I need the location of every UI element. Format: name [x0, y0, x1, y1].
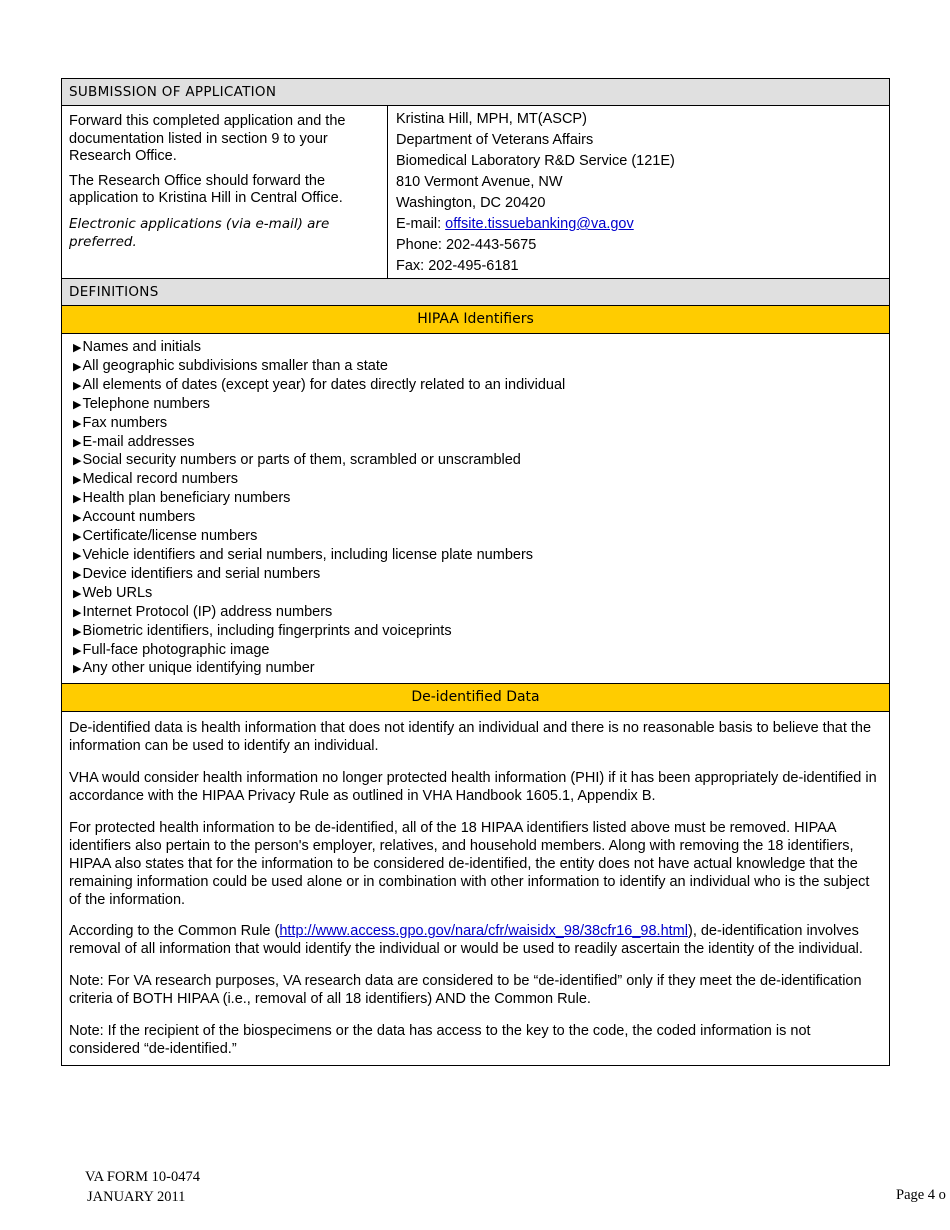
bullet-arrow-icon: ▶: [73, 549, 82, 562]
hipaa-identifier-item: [73, 377, 882, 396]
bullet-arrow-icon: ▶: [73, 568, 82, 581]
instruction-forward: Forward this completed application and the documentation listed in section 9 to your Research Office.: [69, 113, 346, 164]
email-link[interactable]: offsite.tissuebanking@va.gov: [445, 216, 634, 232]
hipaa-identifier-item: [73, 509, 882, 528]
hipaa-identifier-label: Device identifiers and serial numbers: [82, 565, 321, 582]
bullet-arrow-icon: ▶: [73, 606, 82, 619]
deidentified-data-body: [62, 712, 889, 1066]
bullet-arrow-icon: ▶: [73, 436, 82, 449]
hipaa-identifier-item: [73, 604, 882, 623]
contact-city: Washington, DC 20420: [396, 195, 546, 211]
contact-email-line: [396, 214, 675, 235]
common-rule-link[interactable]: http://www.access.gpo.gov/nara/cfr/waisidx_98/38cfr16_98.html: [279, 923, 688, 940]
deid-note-va-research: Note: For VA research purposes, VA research data are considered to be “de-identified” only if they meet the de-identification criteria of BOTH HIPAA (i.e., removal of all 18 identifiers) AND the Common Rule.: [69, 973, 862, 1008]
hipaa-identifier-item: [73, 623, 882, 642]
bullet-arrow-icon: ▶: [73, 587, 82, 600]
bullet-arrow-icon: ▶: [73, 379, 82, 392]
bullet-arrow-icon: ▶: [73, 493, 82, 506]
hipaa-identifier-label: Health plan beneficiary numbers: [82, 490, 291, 507]
contact-fax: Fax: 202-495-6181: [396, 258, 519, 274]
bullet-arrow-icon: ▶: [73, 512, 82, 525]
hipaa-identifier-item: [73, 642, 882, 661]
hipaa-identifier-label: Telephone numbers: [82, 395, 210, 412]
definitions-section-header: DEFINITIONS: [62, 279, 889, 306]
bullet-arrow-icon: ▶: [73, 360, 82, 373]
instruction-research-office: The Research Office should forward the application to Kristina Hill in Central Office.: [69, 172, 343, 206]
hipaa-identifier-label: Vehicle identifiers and serial numbers, including license plate numbers: [82, 546, 534, 563]
hipaa-identifier-label: Social security numbers or parts of them, scrambled or unscrambled: [82, 452, 521, 469]
bullet-arrow-icon: ▶: [73, 474, 82, 487]
hipaa-identifier-label: Fax numbers: [82, 414, 168, 431]
contact-phone: Phone: 202-443-5675: [396, 237, 537, 253]
bullet-arrow-icon: ▶: [73, 663, 82, 676]
contact-street: 810 Vermont Avenue, NW: [396, 174, 563, 190]
deid-paragraph-definition: De-identified data is health information that does not identify an individual and there is no reasonable basis to believe that the information can be used to identify an individual.: [69, 720, 872, 755]
hipaa-identifier-label: Medical record numbers: [82, 471, 239, 488]
hipaa-identifier-item: [73, 547, 882, 566]
deidentified-data-header: De-identified Data: [62, 684, 889, 712]
hipaa-identifiers-list: [62, 334, 889, 684]
bullet-arrow-icon: ▶: [73, 455, 82, 468]
hipaa-identifiers-header: HIPAA Identifiers: [62, 306, 889, 334]
hipaa-identifier-label: Any other unique identifying number: [82, 660, 315, 677]
bullet-arrow-icon: ▶: [73, 531, 82, 544]
contact-service: Biomedical Laboratory R&D Service (121E): [396, 153, 675, 169]
hipaa-identifier-item: [73, 396, 882, 415]
hipaa-identifier-item: [73, 471, 882, 490]
hipaa-identifier-label: Names and initials: [82, 339, 201, 355]
form-footer: [85, 1167, 200, 1207]
application-form: [61, 78, 890, 1066]
hipaa-identifier-item: [73, 339, 882, 358]
hipaa-identifier-label: Full-face photographic image: [82, 641, 270, 658]
hipaa-identifier-item: [73, 528, 882, 547]
bullet-arrow-icon: ▶: [73, 398, 82, 411]
hipaa-identifier-item: [73, 660, 882, 679]
submission-row: [62, 106, 889, 279]
hipaa-identifier-label: Web URLs: [82, 584, 153, 601]
hipaa-identifier-item: [73, 452, 882, 471]
bullet-arrow-icon: ▶: [73, 625, 82, 638]
submission-instructions: [62, 106, 388, 278]
contact-name: Kristina Hill, MPH, MT(ASCP): [396, 111, 587, 127]
contact-address: [388, 106, 682, 278]
bullet-arrow-icon: ▶: [73, 342, 82, 354]
deid-note-key-to-code: Note: If the recipient of the biospecimens or the data has access to the key to the code, the coded information is not considered “de-identified.”: [69, 1023, 811, 1057]
hipaa-identifier-label: Internet Protocol (IP) address numbers: [82, 603, 333, 620]
hipaa-identifier-label: Biometric identifiers, including fingerprints and voiceprints: [82, 622, 452, 639]
email-label: E-mail:: [396, 216, 446, 232]
submission-section-header: SUBMISSION OF APPLICATION: [62, 79, 889, 106]
hipaa-identifier-label: All elements of dates (except year) for dates directly related to an individual: [82, 376, 566, 393]
bullet-arrow-icon: ▶: [73, 417, 82, 430]
deid-paragraph-requirements: For protected health information to be de-identified, all of the 18 HIPAA identifiers listed above must be removed. HIPAA identifiers also pertain to the person's employer, relatives, and household members. Along with removing the 18 identifiers, HIPAA also states that for the information to be considered de-identified, the entity does not have actual knowledge that the remaining information could be used alone or in combination with other information to identify an individual who is the subject of the information.: [69, 819, 870, 908]
instruction-electronic: Electronic applications (via e-mail) are preferred.: [69, 215, 330, 250]
deid-paragraph-common-rule: [69, 923, 882, 959]
hipaa-identifier-label: Account numbers: [82, 509, 196, 526]
form-date: JANUARY 2011: [87, 1189, 186, 1205]
hipaa-identifier-item: [73, 358, 882, 377]
bullet-arrow-icon: ▶: [73, 644, 82, 657]
page-number: Page 4 o: [896, 1187, 946, 1203]
common-rule-text-pre: According to the Common Rule (: [69, 923, 280, 940]
hipaa-identifier-item: [73, 490, 882, 509]
form-number: VA FORM 10-0474: [85, 1169, 200, 1185]
contact-department: Department of Veterans Affairs: [396, 132, 594, 148]
hipaa-identifier-label: Certificate/license numbers: [82, 528, 258, 545]
common-rule-text-post: ), de-identification involves removal of all information that would identify the individual or would be used to readily ascertain the identity of the individual.: [69, 923, 863, 958]
hipaa-identifier-item: [73, 434, 882, 453]
hipaa-identifier-label: E-mail addresses: [82, 433, 195, 450]
hipaa-identifier-label: All geographic subdivisions smaller than a state: [82, 357, 388, 374]
hipaa-identifier-item: [73, 566, 882, 585]
hipaa-identifier-item: [73, 415, 882, 434]
deid-paragraph-vha: VHA would consider health information no longer protected health information (PHI) if it has been appropriately de-identified in accordance with the HIPAA Privacy Rule as outlined in VHA Handbook 1605.1, Appendix B.: [69, 770, 877, 805]
hipaa-identifier-item: [73, 585, 882, 604]
